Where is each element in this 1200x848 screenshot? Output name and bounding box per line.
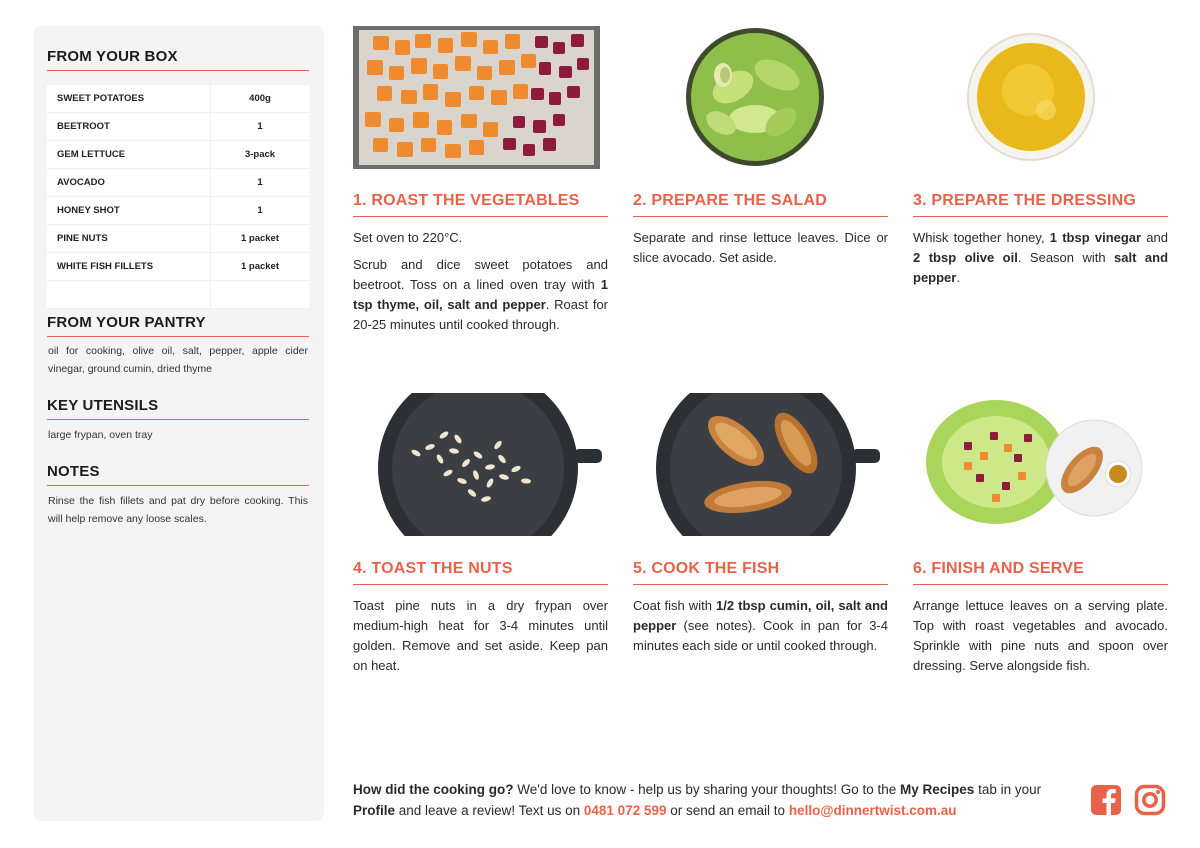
item-qty: 3-pack <box>211 141 310 169</box>
table-row <box>47 85 309 113</box>
step-4-text: Toast pine nuts in a dry frypan over medium-high heat for 3-4 minutes until golden. Remove and set aside. Keep pan on heat. <box>353 598 608 673</box>
table-row <box>47 113 309 141</box>
item-name: WHITE FISH FILLETS <box>47 253 211 281</box>
step-bold-run: 1/2 tbsp cumin, oil, salt and pepper <box>633 598 888 633</box>
step-5-text <box>633 596 888 656</box>
item-qty: 1 packet <box>211 253 310 281</box>
step-2-body <box>633 228 888 275</box>
item-qty: 1 <box>211 197 310 225</box>
step-text-run: (see notes). Cook in pan for 3-4 minutes each side or until cooked through. <box>633 618 888 653</box>
notes-text: Rinse the fish fillets and pat dry before cooking. This will help remove any loose scales. <box>48 495 308 525</box>
item-qty: 1 <box>211 169 310 197</box>
item-qty: 1 packet <box>211 225 310 253</box>
step-1-text <box>353 255 608 335</box>
step-4-title: 4. TOAST THE NUTS <box>353 560 608 585</box>
pantry-text: oil for cooking, olive oil, salt, pepper, apple cider vinegar, ground cumin, dried thyme <box>48 345 308 375</box>
step-5-body <box>633 596 888 663</box>
step-text-run: Coat fish with <box>633 598 716 613</box>
step-3-text <box>913 228 1168 288</box>
footer-text: We'd love to know - help us by sharing your thoughts! Go to the <box>513 782 901 797</box>
facebook-icon[interactable] <box>1090 784 1122 816</box>
footer-text: tab in your <box>974 782 1042 797</box>
box-items-table <box>47 85 309 309</box>
table-row <box>47 225 309 253</box>
instagram-icon[interactable] <box>1134 784 1166 816</box>
sidebar <box>33 26 324 821</box>
step-6-text: Arrange lettuce leaves on a serving plate. Top with roast vegetables and avocado. Sprinkle with pine nuts and spoon over dressing. Serve alongside fish. <box>913 598 1168 673</box>
item-name: HONEY SHOT <box>47 197 211 225</box>
step-6-body <box>913 596 1168 683</box>
utensils-text: large frypan, oven tray <box>48 429 153 441</box>
step-text-run: and <box>1141 230 1169 245</box>
item-name: SWEET POTATOES <box>47 85 211 113</box>
table-row <box>47 169 309 197</box>
item-qty: 1 <box>211 113 310 141</box>
salad-photo <box>685 27 825 167</box>
utensils-title: KEY UTENSILS <box>47 397 309 420</box>
step-6-title: 6. FINISH AND SERVE <box>913 560 1168 585</box>
profile-link[interactable]: Profile <box>353 803 396 818</box>
table-row <box>47 197 309 225</box>
item-name: PINE NUTS <box>47 225 211 253</box>
email-link[interactable]: hello@dinnertwist.com.au <box>788 803 957 818</box>
step-text-run: Whisk together honey, <box>913 230 1050 245</box>
step-bold-run: 2 tbsp olive oil <box>913 250 1018 265</box>
step-5-title: 5. COOK THE FISH <box>633 560 888 585</box>
footer-question: How did the cooking go? <box>353 782 514 797</box>
table-row <box>47 141 309 169</box>
step-4-body <box>353 596 608 683</box>
item-name: BEETROOT <box>47 113 211 141</box>
item-name: GEM LETTUCE <box>47 141 211 169</box>
step-bold-run: salt and pepper <box>913 250 1169 285</box>
footer-text: and leave a review! Text us on <box>395 803 584 818</box>
step-text-run: Scrub and dice sweet potatoes and beetroot. Toss on a lined oven tray with <box>353 257 608 292</box>
step-2-title: 2. PREPARE THE SALAD <box>633 192 888 217</box>
box-title: FROM YOUR BOX <box>47 48 309 71</box>
step-bold-run: 1 tsp thyme, oil, salt and pepper <box>353 277 608 312</box>
phone-link[interactable]: 0481 072 599 <box>583 803 667 818</box>
fish-photo <box>656 393 880 536</box>
step-1-body <box>353 228 608 342</box>
step-text-run: . Roast for 20-25 minutes until cooked through. <box>353 297 608 332</box>
roast-vegetables-photo <box>353 26 600 169</box>
step-1-text: Set oven to 220°C. <box>353 230 463 245</box>
step-3-body <box>913 228 1168 295</box>
step-bold-run: 1 tbsp vinegar <box>1049 230 1142 245</box>
item-name: AVOCADO <box>47 169 211 197</box>
table-row <box>47 253 309 281</box>
my-recipes-link[interactable]: My Recipes <box>900 782 975 797</box>
pantry-title: FROM YOUR PANTRY <box>47 314 309 337</box>
finished-dish-photo <box>924 392 1150 532</box>
step-text-run: . <box>956 270 960 285</box>
pine-nuts-photo <box>378 393 602 536</box>
step-1-title: 1. ROAST THE VEGETABLES <box>353 192 608 217</box>
step-text-run: . Season with <box>1017 250 1115 265</box>
table-row-empty <box>47 281 309 309</box>
step-2-text: Separate and rinse lettuce leaves. Dice or slice avocado. Set aside. <box>633 230 888 265</box>
dressing-photo <box>966 32 1096 162</box>
feedback-footer <box>353 779 1075 821</box>
item-qty: 400g <box>211 85 310 113</box>
footer-text: or send an email to <box>666 803 789 818</box>
step-3-title: 3. PREPARE THE DRESSING <box>913 192 1168 217</box>
notes-title: NOTES <box>47 463 309 486</box>
